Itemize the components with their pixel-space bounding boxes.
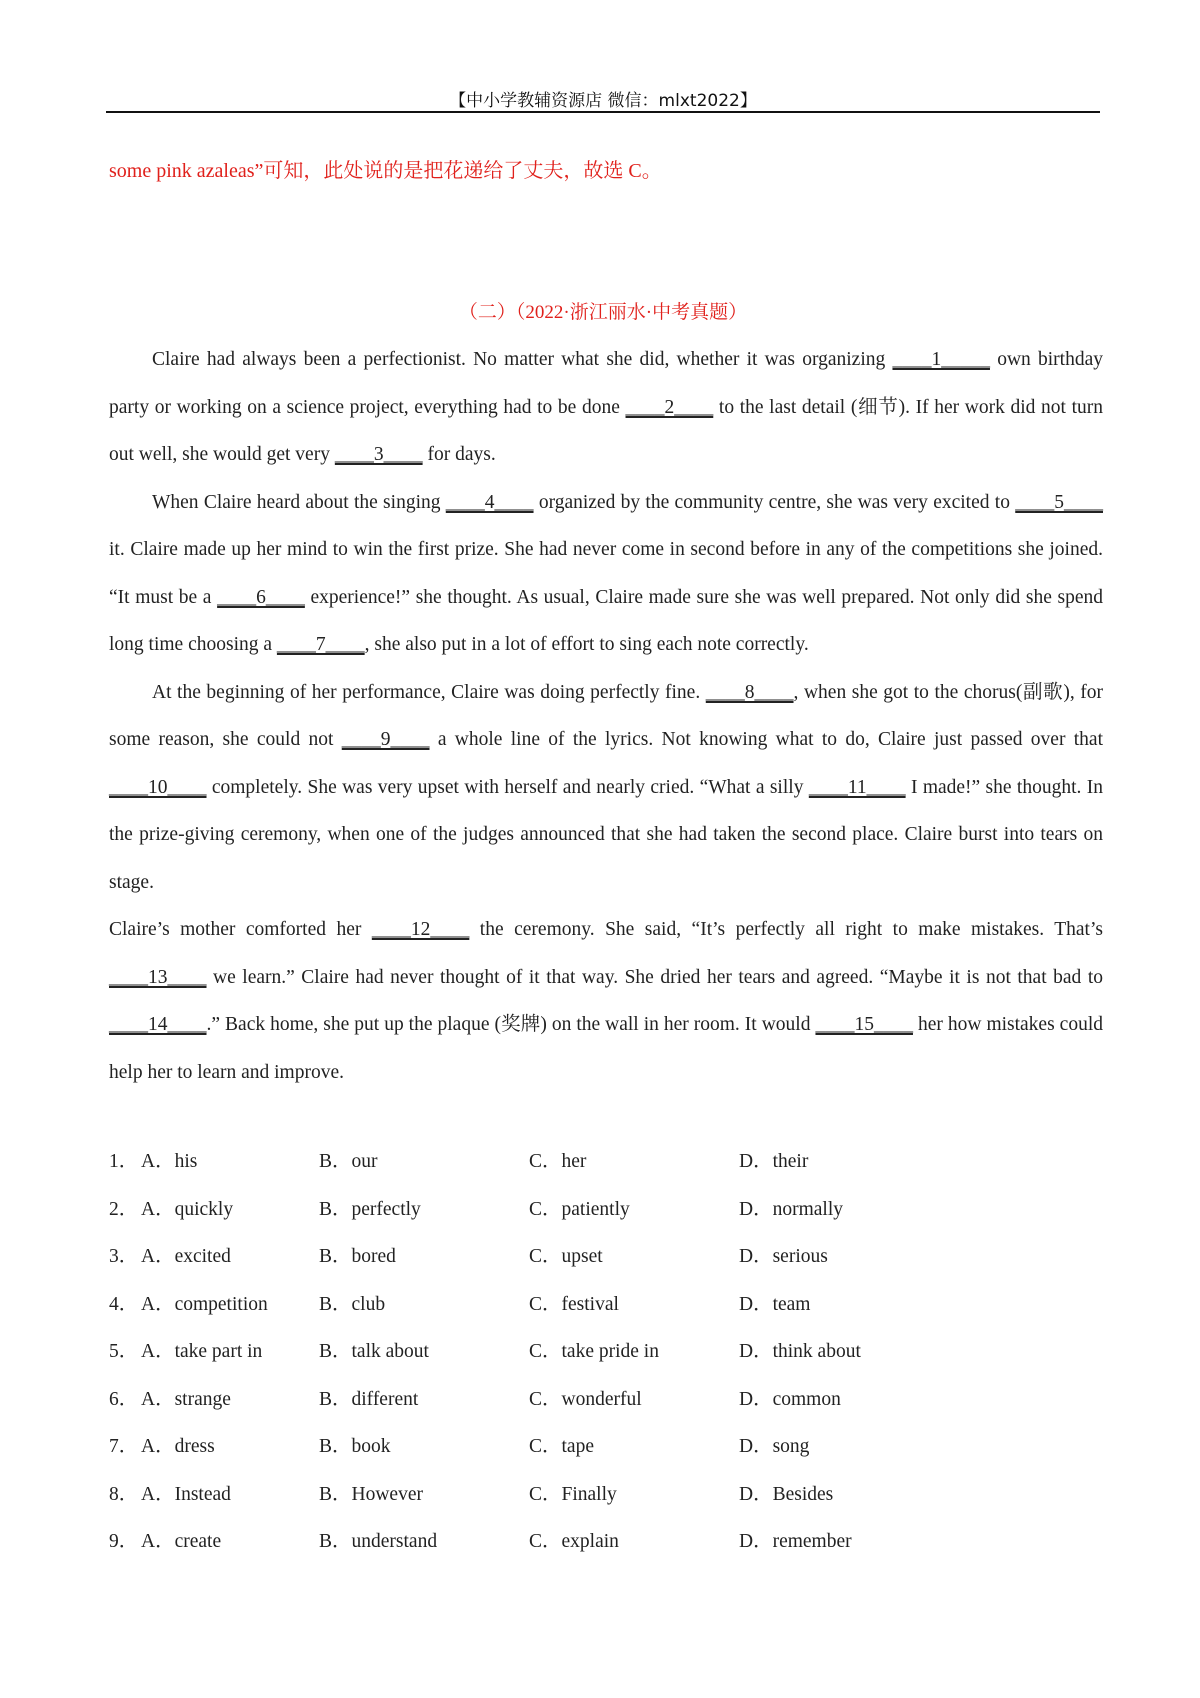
- passage-text: the ceremony. She said, “It’s perfectly all right to make mistakes. That’s: [469, 919, 1103, 940]
- question-number: 9．: [109, 1531, 139, 1552]
- option-a: A．create: [141, 1531, 222, 1552]
- blank-11: ____11____: [808, 776, 906, 798]
- option-b: B．club: [319, 1293, 386, 1315]
- passage-text: a whole line of the lyrics. Not knowing what to do, Claire just passed over that: [429, 729, 1103, 750]
- option-a: A．strange: [141, 1388, 231, 1410]
- blank-10: ____10____: [109, 776, 207, 798]
- passage-text: When Claire heard about the singing: [152, 491, 446, 513]
- question-number: 7．: [109, 1436, 139, 1457]
- blank-7: ____7____: [276, 634, 365, 655]
- option-a: A．competition: [141, 1293, 268, 1315]
- question-number: 4．: [109, 1293, 139, 1315]
- option-c: C．tape: [529, 1436, 594, 1457]
- question-number: 3．: [109, 1246, 139, 1267]
- question-row: [109, 1376, 1103, 1424]
- passage-paragraph-1: [109, 336, 1103, 479]
- option-c: C．take pride in: [529, 1341, 659, 1362]
- option-c: C．wonderful: [529, 1388, 642, 1410]
- question-row: [109, 1423, 1103, 1471]
- passage-paragraph-2: [109, 479, 1103, 669]
- option-a: A．excited: [141, 1246, 231, 1267]
- passage-text: we learn.” Claire had never thought of it that way. She dried her tears and agreed. “Maybe it is not that bad to: [206, 966, 1103, 988]
- blank-8: ____8____: [705, 681, 794, 703]
- option-c: C．Finally: [529, 1483, 617, 1505]
- option-b: B．However: [319, 1483, 423, 1505]
- option-a: A．take part in: [141, 1341, 263, 1362]
- question-number: 1．: [109, 1151, 139, 1172]
- option-b: B．bored: [319, 1246, 396, 1267]
- question-row: [109, 1186, 1103, 1234]
- blank-2: ____2____: [625, 396, 714, 418]
- passage-text: completely. She was very upset with herself and nearly cried. “What a silly: [206, 776, 809, 798]
- blank-9: ____9____: [341, 729, 430, 750]
- option-b: B．talk about: [319, 1341, 429, 1362]
- passage-text: At the beginning of her performance, Claire was doing perfectly fine.: [152, 681, 706, 703]
- passage-text: Claire’s mother comforted her: [109, 919, 372, 940]
- blank-4: ____4____: [445, 491, 534, 513]
- question-row: [109, 1518, 1103, 1566]
- passage-text: own birthday party or working on a science project, everything had to be done: [109, 349, 1103, 418]
- option-c: C．patiently: [529, 1198, 630, 1220]
- question-number: 6．: [109, 1388, 139, 1410]
- blank-13: ____13____: [109, 966, 207, 988]
- option-a: A．dress: [141, 1436, 215, 1457]
- option-b: B．book: [319, 1436, 391, 1457]
- option-d: D．common: [739, 1388, 841, 1410]
- cloze-passage: [109, 336, 1103, 1096]
- option-a: A．quickly: [141, 1198, 234, 1220]
- option-a: A．his: [141, 1151, 198, 1172]
- option-d: D．their: [739, 1151, 809, 1172]
- option-d: D．Besides: [739, 1483, 834, 1505]
- option-d: D．team: [739, 1293, 811, 1315]
- passage-text: for days.: [422, 444, 496, 465]
- blank-6: ____6____: [217, 586, 305, 608]
- option-b: B．understand: [319, 1531, 438, 1552]
- passage-text: to the last detail (细节). If her work did not turn out well, she would get very: [109, 396, 1103, 465]
- question-number: 2．: [109, 1198, 139, 1220]
- option-d: D．remember: [739, 1531, 852, 1552]
- question-row: [109, 1281, 1103, 1329]
- option-d: D．serious: [739, 1246, 828, 1267]
- option-d: D．think about: [739, 1341, 861, 1362]
- passage-text: organized by the community centre, she was very excited to: [533, 491, 1016, 513]
- option-b: B．our: [319, 1151, 378, 1172]
- passage-paragraph-4: [109, 906, 1103, 1096]
- blank-5: ____5____: [1015, 491, 1103, 513]
- passage-text: Claire had always been a perfectionist. No matter what she did, whether it was organizing: [152, 349, 893, 370]
- passage-paragraph-3: [109, 669, 1103, 907]
- section-title: （二）（2022·浙江丽水·中考真题）: [458, 302, 748, 323]
- option-d: D．normally: [739, 1198, 843, 1220]
- blank-12: ____12____: [371, 919, 470, 940]
- question-row: [109, 1138, 1103, 1186]
- option-c: C．her: [529, 1151, 587, 1172]
- option-c: C．upset: [529, 1246, 603, 1267]
- passage-text: , when she got to the chorus(副歌), for some reason, she could not: [109, 681, 1104, 750]
- option-a: A．Instead: [141, 1483, 231, 1505]
- option-b: B．different: [319, 1388, 419, 1410]
- passage-text: experience!” she thought. As usual, Claire made sure she was well prepared. Not only did she spend long time choosing a: [109, 586, 1103, 655]
- question-options: [109, 1138, 1103, 1566]
- blank-15: ____15____: [815, 1014, 913, 1035]
- passage-text: her how mistakes could help her to learn and improve.: [109, 1014, 1104, 1083]
- option-b: B．perfectly: [319, 1198, 421, 1220]
- blank-14: ____14____: [109, 1014, 207, 1035]
- question-number: 8．: [109, 1483, 139, 1505]
- question-row: [109, 1233, 1103, 1281]
- question-row: [109, 1471, 1103, 1519]
- question-row: [109, 1328, 1103, 1376]
- option-c: C．festival: [529, 1293, 619, 1315]
- question-number: 5．: [109, 1341, 139, 1362]
- passage-text: I made!” she thought. In the prize-giving ceremony, when one of the judges announced that she had taken the second place. Claire burst into tears on stage.: [109, 776, 1103, 893]
- option-c: C．explain: [529, 1531, 619, 1552]
- option-d: D．song: [739, 1436, 810, 1457]
- passage-text: it. Claire made up her mind to win the first prize. She had never come in second before in any of the competitions she joined. “It must be a: [109, 539, 1103, 608]
- passage-text: , she also put in a lot of effort to sing each note correctly.: [364, 634, 809, 655]
- answer-explanation: some pink azaleas”可知，此处说的是把花递给了丈夫，故选 C。: [109, 160, 662, 182]
- blank-1: ____1_____: [892, 349, 990, 370]
- page-header: 【中小学教辅资源店 微信：mlxt2022】: [449, 91, 757, 111]
- blank-3: ____3____: [334, 444, 423, 465]
- passage-text: .” Back home, she put up the plaque (奖牌) on the wall in her room. It would: [206, 1014, 816, 1035]
- header-divider: [106, 111, 1100, 113]
